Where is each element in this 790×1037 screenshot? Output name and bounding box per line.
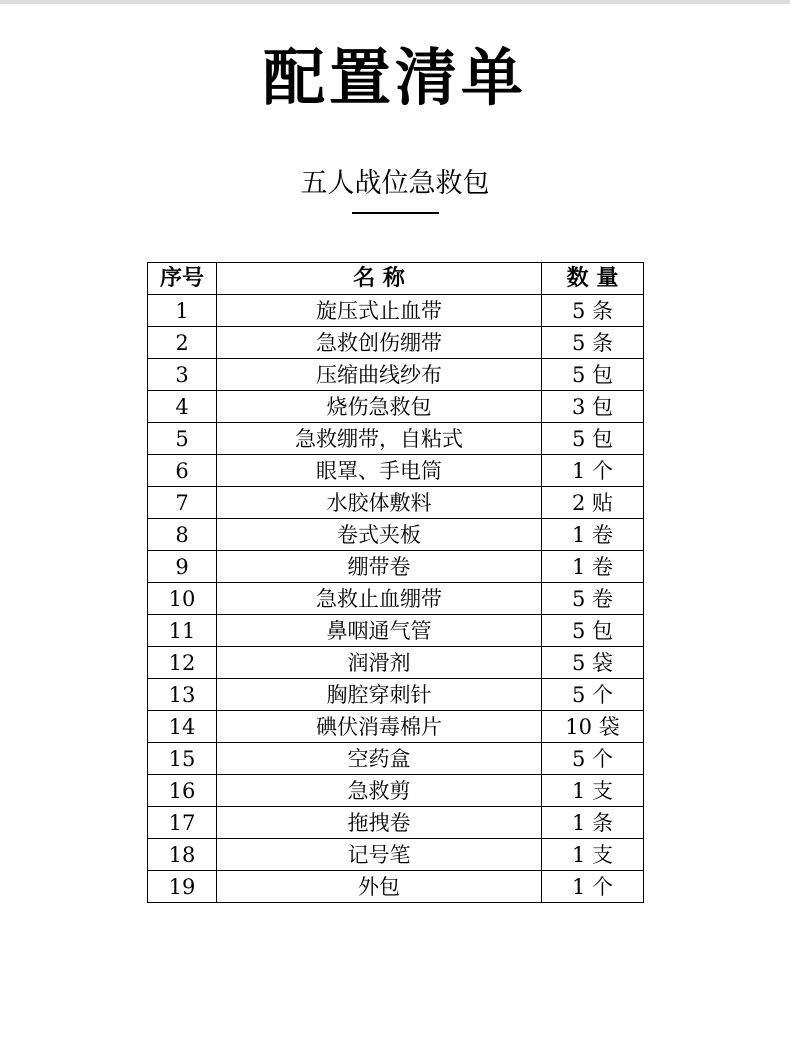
row-seq: 18 xyxy=(148,839,217,871)
row-item-name: 胸腔穿刺针 xyxy=(217,679,542,711)
row-seq: 7 xyxy=(148,487,217,519)
page-title: 配置清单 xyxy=(262,41,527,114)
row-seq: 17 xyxy=(148,807,217,839)
top-divider xyxy=(0,0,790,4)
row-item-name: 空药盒 xyxy=(217,743,542,775)
row-seq: 3 xyxy=(148,359,217,391)
row-quantity: 2 贴 xyxy=(542,487,644,519)
row-seq: 9 xyxy=(148,551,217,583)
row-item-name: 碘伏消毒棉片 xyxy=(217,711,542,743)
subtitle-underline xyxy=(352,212,439,214)
row-item-name: 拖拽卷 xyxy=(217,807,542,839)
row-seq: 15 xyxy=(148,743,217,775)
row-quantity: 5 包 xyxy=(542,423,644,455)
header-name: 名 称 xyxy=(217,263,542,295)
row-quantity: 5 个 xyxy=(542,679,644,711)
row-quantity: 10 袋 xyxy=(542,711,644,743)
row-quantity: 5 条 xyxy=(542,295,644,327)
row-quantity: 1 卷 xyxy=(542,551,644,583)
table-row xyxy=(148,647,644,679)
row-seq: 13 xyxy=(148,679,217,711)
row-item-name: 急救创伤绷带 xyxy=(217,327,542,359)
table-row xyxy=(148,807,644,839)
row-quantity: 1 支 xyxy=(542,839,644,871)
row-item-name: 压缩曲线纱布 xyxy=(217,359,542,391)
row-quantity: 1 支 xyxy=(542,775,644,807)
table-row xyxy=(148,615,644,647)
row-item-name: 润滑剂 xyxy=(217,647,542,679)
table-body xyxy=(148,295,644,903)
row-seq: 6 xyxy=(148,455,217,487)
table-row xyxy=(148,551,644,583)
row-item-name: 水胶体敷料 xyxy=(217,487,542,519)
row-quantity: 1 条 xyxy=(542,807,644,839)
table-row xyxy=(148,743,644,775)
kit-subtitle: 五人战位急救包 xyxy=(300,168,490,199)
row-item-name: 急救止血绷带 xyxy=(217,583,542,615)
header-quantity: 数 量 xyxy=(542,263,644,295)
table-row xyxy=(148,679,644,711)
table-row xyxy=(148,871,644,903)
row-item-name: 记号笔 xyxy=(217,839,542,871)
row-seq: 1 xyxy=(148,295,217,327)
row-seq: 12 xyxy=(148,647,217,679)
row-quantity: 5 袋 xyxy=(542,647,644,679)
row-seq: 11 xyxy=(148,615,217,647)
table-row xyxy=(148,711,644,743)
row-item-name: 卷式夹板 xyxy=(217,519,542,551)
row-item-name: 绷带卷 xyxy=(217,551,542,583)
row-seq: 16 xyxy=(148,775,217,807)
row-quantity: 1 个 xyxy=(542,871,644,903)
row-item-name: 外包 xyxy=(217,871,542,903)
row-seq: 4 xyxy=(148,391,217,423)
row-quantity: 1 个 xyxy=(542,455,644,487)
table-row xyxy=(148,359,644,391)
row-item-name: 旋压式止血带 xyxy=(217,295,542,327)
table-row xyxy=(148,295,644,327)
row-quantity: 5 卷 xyxy=(542,583,644,615)
table-row xyxy=(148,391,644,423)
table-row xyxy=(148,839,644,871)
header-seq: 序号 xyxy=(148,263,217,295)
row-item-name: 急救剪 xyxy=(217,775,542,807)
row-seq: 10 xyxy=(148,583,217,615)
table-row xyxy=(148,519,644,551)
row-seq: 2 xyxy=(148,327,217,359)
row-item-name: 烧伤急救包 xyxy=(217,391,542,423)
row-quantity: 5 条 xyxy=(542,327,644,359)
row-seq: 19 xyxy=(148,871,217,903)
table-header-row xyxy=(148,263,644,295)
row-item-name: 鼻咽通气管 xyxy=(217,615,542,647)
row-seq: 5 xyxy=(148,423,217,455)
row-quantity: 5 包 xyxy=(542,615,644,647)
row-seq: 14 xyxy=(148,711,217,743)
row-seq: 8 xyxy=(148,519,217,551)
table-row xyxy=(148,487,644,519)
row-quantity: 5 包 xyxy=(542,359,644,391)
row-quantity: 1 卷 xyxy=(542,519,644,551)
row-quantity: 3 包 xyxy=(542,391,644,423)
row-item-name: 眼罩、手电筒 xyxy=(217,455,542,487)
row-quantity: 5 个 xyxy=(542,743,644,775)
row-item-name: 急救绷带，自粘式 xyxy=(217,423,542,455)
table-row xyxy=(148,775,644,807)
table-row xyxy=(148,455,644,487)
table-row xyxy=(148,327,644,359)
table-row xyxy=(148,423,644,455)
table-row xyxy=(148,583,644,615)
configuration-table xyxy=(147,262,644,903)
